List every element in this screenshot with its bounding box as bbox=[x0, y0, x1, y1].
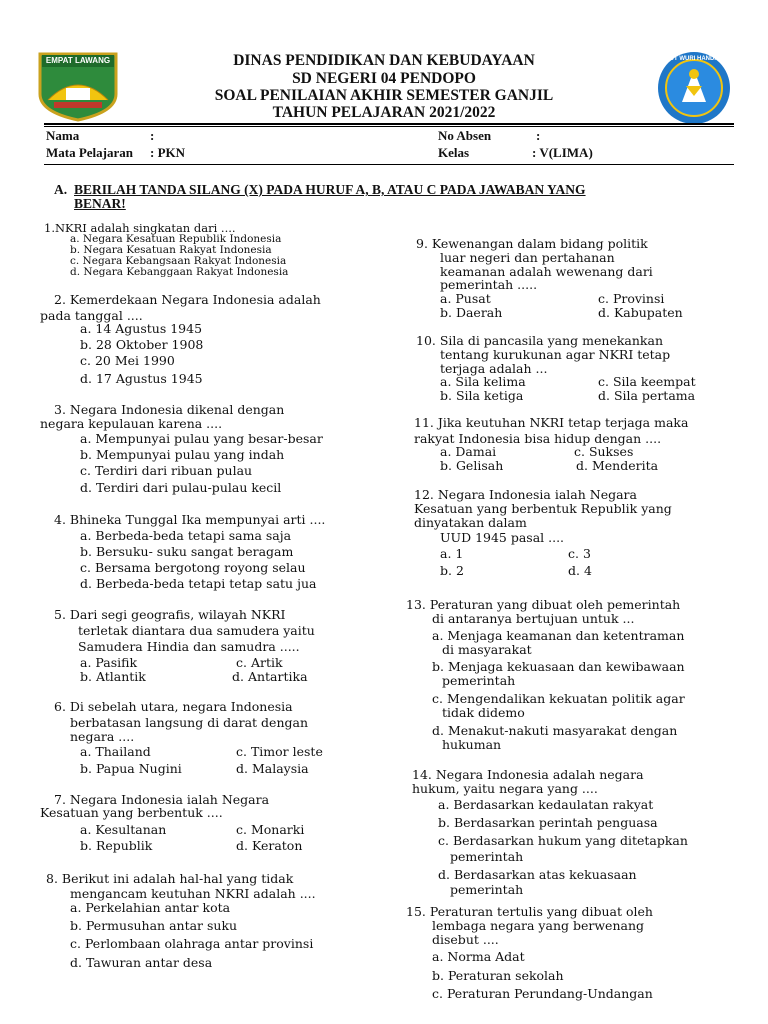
q5-option-b: b. Atlantik bbox=[80, 669, 146, 684]
q14-option-a: a. Berdasarkan kedaulatan rakyat bbox=[438, 797, 654, 812]
q12-stem: 12. Negara Indonesia ialah Negara bbox=[414, 487, 637, 502]
q12-stem-2: Kesatuan yang berbentuk Republik yang bbox=[414, 501, 672, 516]
q6-stem: 6. Di sebelah utara, negara Indonesia bbox=[54, 699, 293, 714]
q6-option-c: c. Timor leste bbox=[236, 744, 323, 759]
q9-stem-4: pemerintah ..... bbox=[440, 277, 538, 292]
q4-stem: 4. Bhineka Tunggal Ika mempunyai arti .... bbox=[54, 512, 326, 527]
q2-option-a: a. 14 Agustus 1945 bbox=[80, 321, 203, 336]
mapel-label: Mata Pelajaran bbox=[46, 145, 134, 160]
q4-option-b: b. Bersuku- suku sangat beragam bbox=[80, 544, 294, 559]
q12-option-d: d. 4 bbox=[568, 563, 592, 578]
q13-stem: 13. Peraturan yang dibuat oleh pemerintah bbox=[406, 597, 681, 612]
q6-option-a: a. Thailand bbox=[80, 744, 151, 759]
q14-option-b: b. Berdasarkan perintah penguasa bbox=[438, 815, 658, 830]
q4-option-a: a. Berbeda-beda tetapi sama saja bbox=[80, 528, 292, 543]
q7-stem-2: Kesatuan yang berbentuk .... bbox=[40, 805, 223, 820]
nama-label: Nama bbox=[46, 128, 80, 143]
kelas-value: : V(LIMA) bbox=[532, 145, 593, 160]
kelas-label: Kelas bbox=[438, 145, 470, 160]
q2-stem: 2. Kemerdekaan Negara Indonesia adalah bbox=[54, 292, 321, 307]
q8-option-b: b. Permusuhan antar suku bbox=[70, 918, 238, 933]
q5-option-a: a. Pasifik bbox=[80, 655, 138, 670]
q12-option-c: c. 3 bbox=[568, 546, 591, 561]
q5-stem-3: Samudera Hindia dan samudra ..... bbox=[78, 639, 300, 654]
q11-option-a: a. Damai bbox=[440, 444, 497, 459]
q5-stem: 5. Dari segi geografis, wilayah NKRI bbox=[54, 607, 286, 622]
absen-colon: : bbox=[536, 128, 541, 143]
absen-label: No Absen bbox=[438, 128, 492, 143]
header-divider-thin bbox=[44, 126, 734, 127]
logo-text: EMPAT LAWANG bbox=[45, 56, 111, 65]
q3-option-c: c. Terdiri dari ribuan pulau bbox=[80, 463, 253, 478]
q10-stem-3: terjaga adalah ... bbox=[440, 361, 548, 376]
q13-option-b: b. Menjaga kekuasaan dan kewibawaan bbox=[432, 659, 685, 674]
header-line-2: SD NEGERI 04 PENDOPO bbox=[292, 70, 476, 87]
q2-option-c: c. 20 Mei 1990 bbox=[80, 353, 175, 368]
q10-option-c: c. Sila keempat bbox=[598, 374, 696, 389]
q14-option-d-2: pemerintah bbox=[450, 882, 524, 897]
header-line-3: SOAL PENILAIAN AKHIR SEMESTER GANJIL bbox=[214, 87, 554, 104]
q12-option-b: b. 2 bbox=[440, 563, 464, 578]
q1-option-a: a. Negara Kesatuan Republik Indonesia bbox=[70, 233, 282, 245]
q13-option-a-2: di masyarakat bbox=[442, 642, 532, 657]
q7-option-d: d. Keraton bbox=[236, 838, 303, 853]
nama-colon: : bbox=[150, 128, 155, 143]
q1-stem: 1.NKRI adalah singkatan dari .... bbox=[44, 221, 236, 235]
q13-option-d-2: hukuman bbox=[442, 737, 502, 752]
section-letter: A. bbox=[54, 182, 68, 197]
logo-text: TUT WURI HANDAYANI bbox=[666, 56, 732, 62]
q14-stem: 14. Negara Indonesia adalah negara bbox=[412, 767, 644, 782]
q6-option-d: d. Malaysia bbox=[236, 761, 309, 776]
q13-option-b-2: pemerintah bbox=[442, 673, 516, 688]
q11-option-b: b. Gelisah bbox=[440, 458, 504, 473]
q14-option-c-2: pemerintah bbox=[450, 849, 524, 864]
q7-option-a: a. Kesultanan bbox=[80, 822, 167, 837]
q9-option-a: a. Pusat bbox=[440, 291, 491, 306]
q5-option-d: d. Antartika bbox=[232, 669, 308, 684]
q15-stem-3: disebut .... bbox=[432, 932, 499, 947]
q15-stem: 15. Peraturan tertulis yang dibuat oleh bbox=[406, 904, 653, 919]
q3-option-a: a. Mempunyai pulau yang besar-besar bbox=[80, 431, 323, 446]
q10-option-a: a. Sila kelima bbox=[440, 374, 526, 389]
section-instruction: BERILAH TANDA SILANG (X) PADA HURUF A, B, ATAU C PADA JAWABAN YANG bbox=[74, 182, 586, 197]
q2-option-d: d. 17 Agustus 1945 bbox=[80, 371, 203, 386]
q12-option-a: a. 1 bbox=[440, 546, 464, 561]
q15-option-c: c. Peraturan Perundang-Undangan bbox=[432, 986, 653, 1001]
q12-stem-4: UUD 1945 pasal .... bbox=[440, 530, 565, 545]
q9-stem: 9. Kewenangan dalam bidang politik bbox=[416, 236, 648, 251]
q8-option-d: d. Tawuran antar desa bbox=[70, 955, 213, 970]
q15-option-b: b. Peraturan sekolah bbox=[432, 968, 564, 983]
q6-stem-3: negara .... bbox=[70, 729, 135, 744]
q7-option-c: c. Monarki bbox=[236, 822, 305, 837]
q13-option-d: d. Menakut-nakuti masyarakat dengan bbox=[432, 723, 678, 738]
q8-stem: 8. Berikut ini adalah hal-hal yang tidak bbox=[46, 871, 294, 886]
q11-stem-2: rakyat Indonesia bisa hidup dengan .... bbox=[414, 431, 662, 446]
q10-stem-2: tentang kurukunan agar NKRI tetap bbox=[440, 347, 671, 362]
q9-option-c: c. Provinsi bbox=[598, 291, 665, 306]
q2-stem-2: pada tanggal .... bbox=[40, 308, 143, 323]
q7-stem: 7. Negara Indonesia ialah Negara bbox=[54, 792, 270, 807]
q1-option-c: c. Negara Kebangsaan Rakyat Indonesia bbox=[70, 255, 287, 267]
q11-option-c: c. Sukses bbox=[574, 444, 634, 459]
q2-option-b: b. 28 Oktober 1908 bbox=[80, 337, 204, 352]
q7-option-b: b. Republik bbox=[80, 838, 153, 853]
q9-stem-3: keamanan adalah wewenang dari bbox=[440, 264, 653, 279]
q1-option-b: b. Negara Kesatuan Rakyat Indonesia bbox=[70, 244, 272, 256]
section-instruction-2: BENAR! bbox=[74, 196, 126, 211]
q12-stem-3: dinyatakan dalam bbox=[414, 515, 527, 530]
q10-option-b: b. Sila ketiga bbox=[440, 388, 524, 403]
q13-option-a: a. Menjaga keamanan dan ketentraman bbox=[432, 628, 685, 643]
header-divider bbox=[44, 123, 734, 125]
q3-stem: 3. Negara Indonesia dikenal dengan bbox=[54, 402, 285, 417]
q15-option-a: a. Norma Adat bbox=[432, 949, 525, 964]
q15-stem-2: lembaga negara yang berwenang bbox=[432, 918, 644, 933]
meta-divider bbox=[44, 164, 734, 165]
q4-option-d: d. Berbeda-beda tetapi tetap satu jua bbox=[80, 576, 317, 591]
header-line-4: TAHUN PELAJARAN 2021/2022 bbox=[272, 104, 496, 121]
q13-option-c-2: tidak didemo bbox=[442, 705, 525, 720]
q9-stem-2: luar negeri dan pertahanan bbox=[440, 250, 615, 265]
q10-option-d: d. Sila pertama bbox=[598, 388, 696, 403]
q3-option-d: d. Terdiri dari pulau-pulau kecil bbox=[80, 480, 282, 495]
q1-option-d: d. Negara Kebanggaan Rakyat Indonesia bbox=[70, 266, 289, 278]
q5-stem-2: terletak diantara dua samudera yaitu bbox=[78, 623, 315, 638]
q3-option-b: b. Mempunyai pulau yang indah bbox=[80, 447, 285, 462]
q14-option-d: d. Berdasarkan atas kekuasaan bbox=[438, 867, 637, 882]
q10-stem: 10. Sila di pancasila yang menekankan bbox=[416, 333, 663, 348]
header-line-1: DINAS PENDIDIKAN DAN KEBUDAYAAN bbox=[233, 52, 535, 69]
q13-option-c: c. Mengendalikan kekuatan politik agar bbox=[432, 691, 685, 706]
q6-option-b: b. Papua Nugini bbox=[80, 761, 182, 776]
mapel-value: : PKN bbox=[150, 145, 186, 160]
q14-stem-2: hukum, yaitu negara yang .... bbox=[412, 781, 598, 796]
q4-option-c: c. Bersama bergotong royong selau bbox=[80, 560, 306, 575]
q8-option-a: a. Perkelahian antar kota bbox=[70, 900, 231, 915]
q3-stem-2: negara kepulauan karena .... bbox=[40, 416, 223, 431]
q11-stem: 11. Jika keutuhan NKRI tetap terjaga maka bbox=[414, 415, 689, 430]
q8-option-c: c. Perlombaan olahraga antar provinsi bbox=[70, 936, 314, 951]
q14-option-c: c. Berdasarkan hukum yang ditetapkan bbox=[438, 833, 688, 848]
q11-option-d: d. Menderita bbox=[576, 458, 659, 473]
q9-option-d: d. Kabupaten bbox=[598, 305, 683, 320]
q13-stem-2: di antaranya bertujuan untuk ... bbox=[432, 611, 635, 626]
q5-option-c: c. Artik bbox=[236, 655, 283, 670]
q6-stem-2: berbatasan langsung di darat dengan bbox=[70, 715, 308, 730]
q9-option-b: b. Daerah bbox=[440, 305, 503, 320]
q8-stem-2: mengancam keutuhan NKRI adalah .... bbox=[70, 886, 316, 901]
